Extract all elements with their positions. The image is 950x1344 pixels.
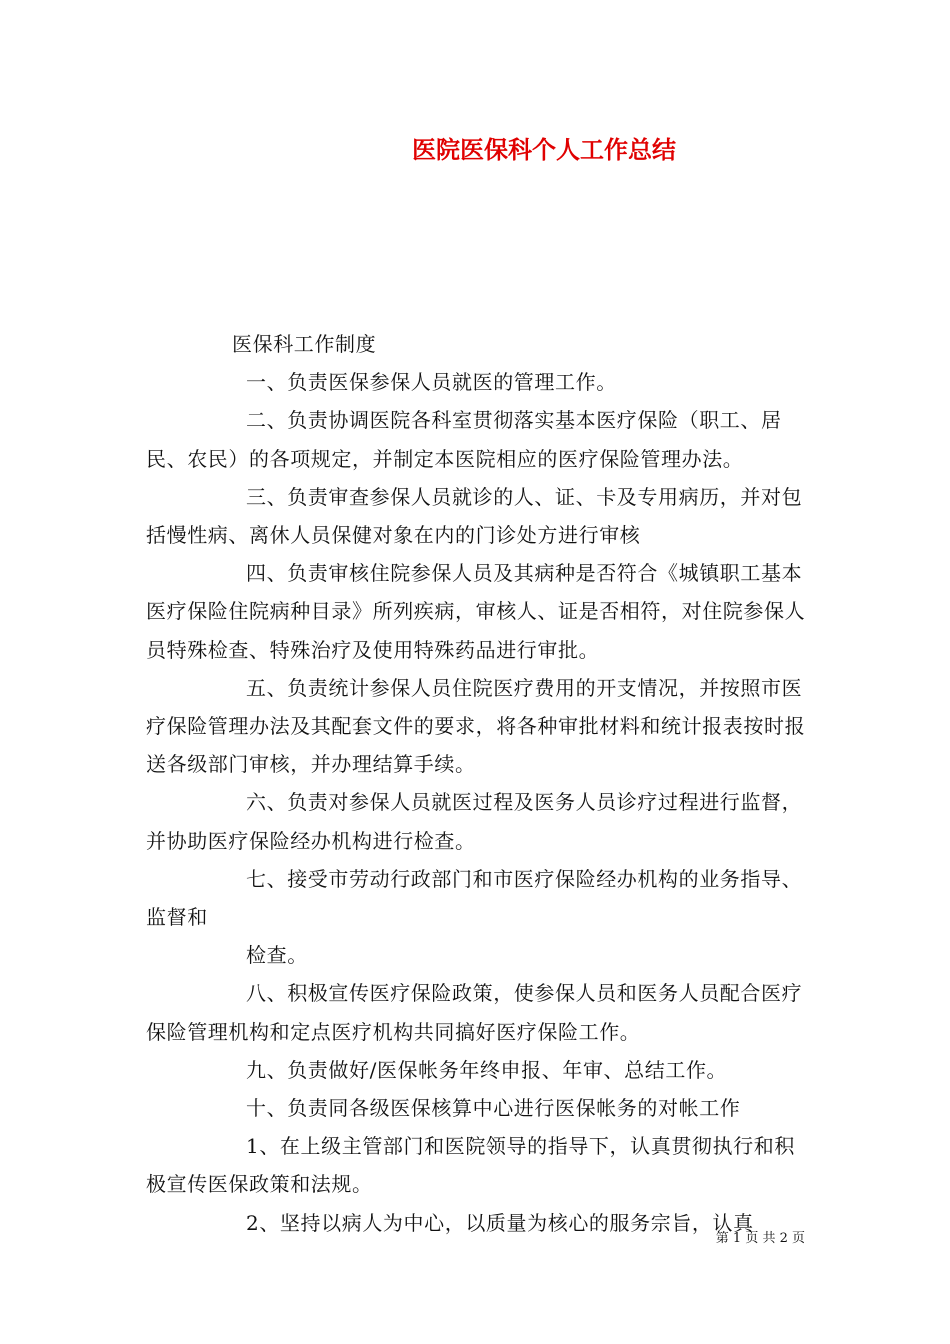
paragraph: 五、负责统计参保人员住院医疗费用的开支情况，并按照市医疗保险管理办法及其配套文件的要求，将各种审批材料和统计报表按时报送各级部门审核，并办理结算手续。 [146, 675, 806, 777]
section-heading: 医保科工作制度 [232, 332, 377, 356]
paragraph: 七、接受市劳动行政部门和市医疗保险经办机构的业务指导、监督和 [146, 866, 803, 930]
paragraph: 九、负责做好/医保帐务年终申报、年审、总结工作。 [246, 1057, 728, 1082]
document-body [146, 325, 810, 1242]
paragraph: 2、坚持以病人为中心，以质量为核心的服务宗旨，认真 [246, 1210, 754, 1235]
paragraph: 1、在上级主管部门和医院领导的指导下，认真贯彻执行和积极宣传医保政策和法规。 [146, 1134, 795, 1197]
paragraph: 十、负责同各级医保核算中心进行医保帐务的对帐工作 [246, 1096, 741, 1121]
paragraph: 四、负责审核住院参保人员及其病种是否符合《城镇职工基本医疗保险住院病种目录》所列疾病，审核人、证是否相符，对住院参保人员特殊检查、特殊治疗及使用特殊药品进行审批。 [146, 561, 806, 662]
page-title: 医院医保科个人工作总结 [412, 135, 676, 164]
paragraph: 三、负责审查参保人员就诊的人、证、卡及专用病历，并对包括慢性病、离休人员保健对象在内的门诊处方进行审核 [146, 484, 803, 548]
paragraph: 一、负责医保参保人员就医的管理工作。 [246, 370, 617, 395]
paragraph: 检查。 [246, 943, 308, 968]
paragraph: 六、负责对参保人员就医过程及医务人员诊疗过程进行监督，并协助医疗保险经办机构进行检查。 [146, 790, 803, 853]
paragraph: 八、积极宣传医疗保险政策，使参保人员和医务人员配合医疗保险管理机构和定点医疗机构共同搞好医疗保险工作。 [146, 981, 803, 1044]
page-number: 第 1 页 共 2 页 [715, 1231, 805, 1246]
paragraph: 二、负责协调医院各科室贯彻落实基本医疗保险（职工、居民、农民）的各项规定，并制定本医院相应的医疗保险管理办法。 [146, 408, 782, 471]
